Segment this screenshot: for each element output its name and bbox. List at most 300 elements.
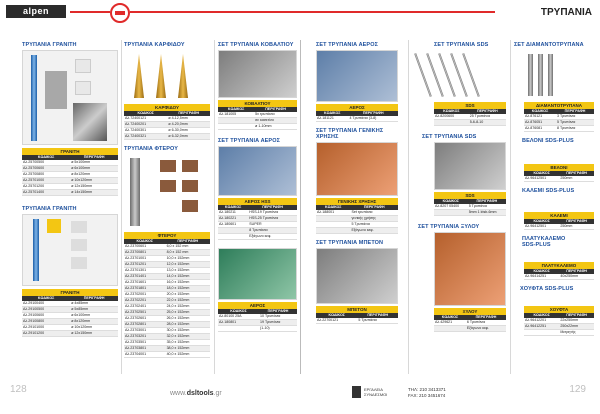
category-bar: ΦΤΕΡΟΥ [124, 232, 210, 239]
section-title: ΚΑΛΕΜΙ SDS-PLUS [522, 188, 575, 194]
code-cell: Αλ.188001 [316, 210, 351, 216]
tile-sample-icon [71, 239, 87, 251]
desc-cell: 5 Τρυπάνια [556, 120, 594, 126]
product-table [124, 239, 210, 358]
desc-cell: 4 Τρυπάνια (3-8) [348, 116, 398, 122]
code-cell: Αλ.29100400 [22, 301, 70, 307]
chisel3-block [514, 248, 594, 280]
code-cell: Αλ.23702401 [124, 304, 166, 310]
code-cell: Αλ.29100500 [22, 307, 70, 313]
desc-cell: Εξάγωνο κεφ. [466, 326, 506, 332]
desc-cell: 13,0 x 152mm [166, 268, 210, 274]
code-cell: Αλ.180221 [218, 216, 248, 222]
column-header: ΚΩΔΙΚΟΣ [316, 313, 357, 318]
code-cell: Αλ.29100600 [22, 313, 70, 319]
column-header: ΚΩΔΙΚΟΣ [316, 111, 348, 116]
column-header: ΠΕΡΙΓΡΑΦΗ [466, 315, 506, 320]
code-cell: Αλ.29101200 [22, 331, 70, 337]
category-bar: ΒΕΛΟΝΙ [524, 164, 594, 171]
column-header: ΠΕΡΙΓΡΑΦΗ [556, 109, 594, 114]
desc-cell: 250mm [559, 176, 594, 182]
code-cell [218, 234, 248, 240]
desc-cell: 30,0 x 152mm [166, 328, 210, 334]
column-header: ΚΩΔΙΚΟΣ [218, 309, 259, 314]
step-drill-icon [178, 54, 188, 98]
code-cell: Αλ.23701001 [124, 256, 166, 262]
code-cell: Αλ.23702001 [124, 292, 166, 298]
desc-cell: 6 Τρυπάνια [466, 320, 506, 326]
code-cell: Αλ.23703801 [124, 346, 166, 352]
code-cell: Αλ.72400121 [124, 116, 167, 122]
desc-cell: 3 Τρυπάνια [556, 114, 594, 120]
column-header: ΠΕΡΙΓΡΑΦΗ [559, 313, 594, 318]
column-header: ΚΩΔΙΚΟΣ [22, 155, 70, 160]
desc-cell: 5 Τρυπάνια [357, 318, 398, 324]
desc-cell: ø 8x120mm [70, 172, 118, 178]
table-row [124, 352, 210, 358]
desc-cell: 5 Τρυπάνια [468, 204, 506, 210]
table-row [316, 318, 398, 324]
flat-drill-image [124, 154, 210, 230]
desc-cell: ø 4-12,5mm [167, 116, 210, 122]
category-bar: ΧΟΥΦΤΑ [524, 306, 594, 313]
code-cell [218, 124, 254, 130]
column-header: ΠΕΡΙΓΡΑΦΗ [559, 171, 594, 176]
product-table [218, 205, 297, 240]
category-bar: SDS [434, 102, 506, 109]
desc-cell: ø 6x100mm [70, 166, 118, 172]
table-row [218, 326, 297, 332]
diamond-block [514, 102, 594, 132]
section-title: ΤΡΥΠΑΝΙΑ ΓΡΑΝΙΤΗ [22, 206, 77, 212]
code-cell: Αλ.96412251 [524, 324, 559, 330]
code-cell: Αλ.23704001 [124, 352, 166, 358]
column-header: ΠΕΡΙΓΡΑΦΗ [248, 205, 297, 210]
code-cell [434, 326, 466, 332]
table-row [434, 120, 506, 126]
section-title: ΤΡΥΠΑΝΙΑ ΓΡΑΝΙΤΗ [22, 42, 77, 48]
table-row [124, 134, 210, 140]
column-header: ΠΕΡΙΓΡΑΦΗ [254, 107, 297, 112]
code-cell [434, 210, 468, 216]
top-bar [0, 0, 600, 24]
desc-cell: Μετρητής [559, 330, 594, 336]
product-table [434, 109, 506, 126]
general-concrete-section [316, 42, 398, 324]
category-bar: ΜΠΕΤΟΝ [316, 306, 398, 313]
granite-section [22, 42, 118, 337]
code-cell [434, 120, 469, 126]
category-bar: ΔΙΑΜΑΝΤΟΤΡΥΠΑΝΑ [524, 102, 594, 109]
code-cell: Αλ.72400201 [124, 122, 167, 128]
desc-cell: 40,0 x 152mm [166, 352, 210, 358]
column-header: ΚΩΔΙΚΟΣ [524, 171, 559, 176]
code-cell: Αλ.29101000 [22, 325, 70, 331]
product-table [316, 313, 398, 324]
brand-logo [6, 5, 66, 18]
section-title: ΒΕΛΟΝΙ SDS-PLUS [522, 138, 574, 144]
section-title: ΧΟΥΦΤΑ SDS-PLUS [520, 286, 574, 292]
wood-sample-icon [182, 160, 198, 172]
code-cell: Αλ.72400321 [124, 134, 167, 140]
chisel2-block [514, 194, 594, 230]
product-table [524, 109, 594, 132]
desc-cell: 28,0 x 152mm [166, 322, 210, 328]
tile-sample-icon [71, 257, 87, 269]
diamond-bit-icon [528, 54, 533, 96]
section-title: ΣΕΤ ΤΡΥΠΑΝΙΑ ΞΥΛΟΥ [418, 224, 480, 230]
air-case-image [218, 248, 297, 300]
air-set-image-2 [316, 50, 398, 102]
page-number-left: 128 [10, 384, 27, 395]
desc-cell: 10 Τρυπάνια [259, 314, 297, 320]
desc-cell: ø 10x120mm [70, 178, 118, 184]
product-table [218, 107, 297, 130]
table-row [218, 124, 297, 130]
desc-cell: HSS-25 Τρυπάνια [248, 216, 297, 222]
column-header: ΚΩΔΙΚΟΣ [434, 109, 469, 114]
product-table [124, 111, 210, 140]
diamond-bit-icon [538, 54, 543, 96]
concrete-set-image [316, 248, 398, 304]
wood-sample-icon [182, 200, 198, 212]
category-bar: ΚΑΛΕΜΙ [524, 212, 594, 219]
code-cell: Αλ.23700801 [124, 250, 166, 256]
code-cell: Αλ.23703001 [124, 328, 166, 334]
column-header: ΠΕΡΙΓΡΑΦΗ [468, 199, 506, 204]
desc-cell: ø 5x100mm [70, 160, 118, 166]
desc-cell: 8 Τρυπάνια [248, 228, 297, 234]
code-cell: Αλ.80100 25A [218, 314, 259, 320]
column-header: ΚΩΔΙΚΟΣ [434, 315, 466, 320]
tile-sample-icon [71, 221, 87, 233]
desc-cell: ø 5x85mm [70, 307, 118, 313]
desc-cell: ø 12x150mm [70, 331, 118, 337]
column-divider [510, 40, 511, 374]
code-cell: Αλ.181121 [316, 116, 348, 122]
code-cell: Αλ.23700601 [124, 244, 166, 250]
desc-cell: ø 10x120mm [70, 325, 118, 331]
desc-cell: 14,0 x 152mm [166, 274, 210, 280]
company-logo-icon [352, 386, 361, 398]
product-table [524, 219, 594, 230]
desc-cell: 32,0 x 152mm [166, 334, 210, 340]
sds-case-image [434, 142, 506, 190]
code-cell: Αλ.23703501 [124, 340, 166, 346]
wood-set-image [434, 232, 506, 306]
table-row [434, 326, 506, 332]
sds-wood-section [412, 42, 506, 332]
code-cell: Αλ.180211 [218, 210, 248, 216]
desc-cell: (1-10) [259, 326, 297, 332]
diamond-bit-icon [548, 54, 553, 96]
table-row [22, 190, 118, 196]
section-title: ΣΕΤ ΤΡΥΠΑΝΙΑ ΜΠΕΤΟΝ [316, 240, 384, 246]
table-row [524, 330, 594, 336]
step-drill-image [124, 50, 210, 102]
category-bar: ΠΛΑΤΥΚΑΛΕΜΟ [524, 262, 594, 269]
desc-cell: 16,0 x 152mm [166, 280, 210, 286]
desc-cell: ø 6-30,0mm [167, 128, 210, 134]
table-row [524, 176, 594, 182]
code-cell: Αλ.23701301 [124, 268, 166, 274]
category-bar: ΑΕΡΟΣ HSS [218, 198, 297, 205]
product-table [316, 205, 398, 234]
code-cell: Αλ.876121 [524, 114, 556, 120]
table-row [316, 228, 398, 234]
column-header: ΚΩΔΙΚΟΣ [124, 111, 167, 116]
desc-cell: ø 6x100mm [70, 313, 118, 319]
table-row [524, 224, 594, 230]
air-set-image [218, 146, 297, 196]
granite-drill-image-2 [22, 214, 118, 286]
code-cell [218, 326, 259, 332]
desc-cell: ø 1-10mm [254, 124, 297, 130]
product-table [524, 171, 594, 182]
wood-sample-icon [182, 180, 198, 192]
desc-cell: ø 12x150mm [70, 184, 118, 190]
desc-cell: 22x250mm [559, 318, 594, 324]
code-cell: Αλ.96412501 [524, 176, 559, 182]
table-row [218, 234, 297, 240]
chisel1-block [514, 144, 594, 182]
product-table [524, 269, 594, 280]
desc-cell: 12,0 x 152mm [166, 262, 210, 268]
column-header: ΠΕΡΙΓΡΑΦΗ [357, 313, 398, 318]
cobalt-air-section [218, 42, 297, 332]
category-bar: ΓΡΑΝΙΤΗ [22, 148, 118, 155]
column-header: ΠΕΡΙΓΡΑΦΗ [559, 219, 594, 224]
desc-cell: 250x22mm [559, 324, 594, 330]
desc-cell: 22,0 x 152mm [166, 298, 210, 304]
page-title: ΤΡΥΠΑΝΙΑ [540, 7, 592, 18]
desc-cell: 8,0 x 152 mm [166, 250, 210, 256]
table-row [22, 331, 118, 337]
column-header: ΠΕΡΙΓΡΑΦΗ [559, 269, 594, 274]
column-header: ΚΩΔΙΚΟΣ [524, 109, 556, 114]
product-table [524, 313, 594, 336]
column-divider [121, 40, 122, 374]
product-table [22, 296, 118, 337]
column-header: ΠΕΡΙΓΡΑΦΗ [70, 296, 118, 301]
page-spine [300, 40, 301, 374]
column-header: ΠΕΡΙΓΡΑΦΗ [348, 111, 398, 116]
product-table [22, 155, 118, 196]
column-header: ΚΩΔΙΚΟΣ [218, 205, 248, 210]
step-drill-icon [156, 54, 166, 98]
desc-cell: 25 Τρυπάνια [469, 114, 506, 120]
column-header: ΚΩΔΙΚΟΣ [124, 239, 166, 244]
desc-cell: 10,0 x 152mm [166, 256, 210, 262]
code-cell: Αλ.23702801 [124, 322, 166, 328]
column-header: ΚΩΔΙΚΟΣ [22, 296, 70, 301]
desc-cell: 250mm [559, 224, 594, 230]
product-table [218, 309, 297, 332]
section-title: ΣΕΤ ΤΡΥΠΑΝΙΑ SDS [422, 134, 477, 140]
code-cell: Αλ.23702501 [124, 310, 166, 316]
desc-cell: ø 4-20,0mm [167, 122, 210, 128]
category-bar: ΚΟΒΑΛΤΙΟΥ [218, 100, 297, 107]
section-title: ΤΡΥΠΑΝΙΑ ΦΤΕΡΟΥ [124, 146, 178, 152]
section-title: ΣΕΤ ΤΡΥΠΑΝΙΑ ΑΕΡΟΣ [316, 42, 378, 48]
category-bar: ΓΕΝΙΚΗΣ ΧΡΗΣΗΣ [316, 198, 398, 205]
code-cell: Αλ.25701400 [22, 190, 70, 196]
category-bar: ΓΡΑΝΙΤΗ [22, 289, 118, 296]
code-cell: Αλ.23701401 [124, 274, 166, 280]
code-cell: Αλ.23703201 [124, 334, 166, 340]
section-title: ΣΕΤ ΤΡΥΠΑΝΙΑ ΑΕΡΟΣ [218, 138, 280, 144]
desc-cell: 6,0 x 152 mm [166, 244, 210, 250]
desc-cell: ø 6-32,0mm [167, 134, 210, 140]
red-stripe [70, 11, 110, 13]
column-header: ΠΕΡΙΓΡΑΦΗ [70, 155, 118, 160]
url-suffix: .gr [213, 390, 222, 397]
column-header: ΠΕΡΙΓΡΑΦΗ [469, 109, 506, 114]
diamond-chisel-section [514, 42, 594, 336]
url-prefix: www. [170, 390, 187, 397]
desc-cell: 5 Τρυπάνια [351, 222, 399, 228]
code-cell: Αλ.96412501 [524, 224, 559, 230]
desc-cell: 5mm 1 ktsb-6mm [468, 210, 506, 216]
desc-cell: ø 14x150mm [70, 190, 118, 196]
desc-cell: 24,0 x 152mm [166, 304, 210, 310]
code-cell: Αλ.23701801 [124, 286, 166, 292]
table-row [316, 116, 398, 122]
desc-cell: 38,0 x 152mm [166, 346, 210, 352]
brand-name: alpen [22, 6, 49, 16]
table-row [524, 274, 594, 280]
product-table [316, 111, 398, 122]
wood-sample-icon [160, 180, 176, 192]
code-cell: Αλ.429621 [434, 320, 466, 326]
wood-sample-icon [160, 160, 176, 172]
desc-cell: 8 Τρυπάνια [556, 126, 594, 132]
code-cell: Αλ.25701000 [22, 178, 70, 184]
step-flat-section [124, 42, 210, 358]
brand-badge-icon [110, 3, 130, 23]
code-cell: Αλ.23702601 [124, 316, 166, 322]
product-table [434, 199, 506, 216]
general-set-image [316, 142, 398, 196]
category-bar: ΑΕΡΟΣ [218, 302, 297, 309]
column-header: ΚΩΔΙΚΟΣ [316, 205, 351, 210]
code-cell [524, 330, 559, 336]
code-cell: Αλ.23701201 [124, 262, 166, 268]
column-header: ΚΩΔΙΚΟΣ [218, 107, 254, 112]
section-title: ΤΡΥΠΑΝΙΑ ΚΑΡΦΙΔΟΥ [124, 42, 185, 48]
column-header: ΠΕΡΙΓΡΑΦΗ [351, 205, 399, 210]
column-header: ΠΕΡΙΓΡΑΦΗ [167, 111, 210, 116]
table-row [524, 126, 594, 132]
category-bar: SDS [434, 192, 506, 199]
code-cell [316, 228, 351, 234]
chisel4-block [514, 292, 594, 336]
code-cell: Αλ.180601 [218, 222, 248, 228]
desc-cell: γενικής χρήσης [351, 216, 399, 222]
desc-cell: ø 4x85mm [70, 301, 118, 307]
desc-cell: 20,0 x 152mm [166, 292, 210, 298]
desc-cell: Εξάγωνο κεφ. [248, 234, 297, 240]
desc-cell: SUPER [248, 222, 297, 228]
code-cell: Αλ.8200600 [434, 114, 469, 120]
section-title: ΣΕΤ ΔΙΑΜΑΝΤΟΤΡΥΠΑΝΑ [514, 42, 584, 48]
code-cell: Αλ.181005 [218, 112, 254, 118]
diamond-set-image [514, 50, 594, 100]
desc-cell: 35,0 x 152mm [166, 340, 210, 346]
flat-drill-icon [130, 158, 140, 226]
code-cell: Αλ.876051 [524, 120, 556, 126]
company-line: ΕΡΓΑΛΕΙΑ [364, 387, 383, 392]
column-divider [408, 40, 409, 374]
granite-sample-icon [73, 103, 107, 141]
company-line: ΣΥΝΔΕΣΜΟΙ [364, 392, 388, 397]
column-header: ΠΕΡΙΓΡΑΦΗ [166, 239, 210, 244]
desc-cell: 19 Τρυπάνια [259, 320, 297, 326]
drill-bit-icon [33, 219, 39, 281]
code-cell: Αλ.23701601 [124, 280, 166, 286]
column-header: ΚΩΔΙΚΟΣ [524, 269, 559, 274]
desc-cell: 5-6-8-10 [469, 120, 506, 126]
category-bar: ΞΥΛΟΥ [434, 308, 506, 315]
code-cell: Αλ.23702201 [124, 298, 166, 304]
desc-cell: 26,0 x 152mm [166, 316, 210, 322]
code-cell: Αλ.25700500 [22, 160, 70, 166]
granite-drill-image [22, 50, 118, 145]
code-cell: Αλ.96412201 [524, 318, 559, 324]
desc-cell: 18,0 x 152mm [166, 286, 210, 292]
step-drill-icon [134, 54, 144, 98]
code-cell: Αλ.29100800 [22, 319, 70, 325]
wood-block [412, 232, 506, 332]
stone-sample-icon [45, 71, 67, 109]
column-header: ΚΩΔΙΚΟΣ [524, 219, 559, 224]
category-bar: ΚΑΡΦΙΔΟΥ [124, 104, 210, 111]
sds2-block [412, 142, 506, 216]
desc-cell: ø 8x120mm [70, 319, 118, 325]
column-divider [214, 40, 215, 374]
page-number-right: 129 [569, 384, 586, 395]
code-cell: Αλ.25700800 [22, 172, 70, 178]
contact-info [408, 387, 446, 398]
code-cell: Αλ.180801 [218, 320, 259, 326]
code-cell: Αλ.72400301 [124, 128, 167, 134]
url-brand: dsltools [186, 390, 214, 397]
column-header: ΠΕΡΙΓΡΑΦΗ [259, 309, 297, 314]
desc-cell: Εξάγωνο κεφ. [351, 228, 399, 234]
code-cell: Αλ.22700121 [316, 318, 357, 324]
section-title: ΣΕΤ ΤΡΥΠΑΝΙΑ ΓΕΝΙΚΗΣ ΧΡΗΣΗΣ [316, 128, 384, 140]
phone-text: ΤΗΛ: 210 3413371 [408, 387, 446, 392]
website-url[interactable] [170, 390, 222, 397]
column-header: ΚΩΔΙΚΟΣ [524, 313, 559, 318]
tile-sample-icon [75, 59, 91, 73]
desc-cell: 40x250mm [559, 274, 594, 280]
cobalt-set-image [218, 50, 297, 98]
code-cell: Αλ.25701200 [22, 184, 70, 190]
sds1-block [412, 102, 506, 126]
fax-text: FAX: 210 3451674 [408, 392, 446, 398]
drill-bit-icon [31, 55, 37, 141]
product-table [434, 315, 506, 332]
code-cell: Αλ.876081 [524, 126, 556, 132]
sds-set-image [412, 50, 506, 100]
section-title: ΠΛΑΤΥΚΑΛΕΜΟ SDS-PLUS [522, 236, 566, 248]
desc-cell: 5x τρυπάνια [254, 112, 297, 118]
code-cell: Αλ.25700600 [22, 166, 70, 172]
code-cell: Αλ.8207 05400 [434, 204, 468, 210]
desc-cell: σε κασετίνα [254, 118, 297, 124]
desc-cell: Set τρυπάνια [351, 210, 399, 216]
